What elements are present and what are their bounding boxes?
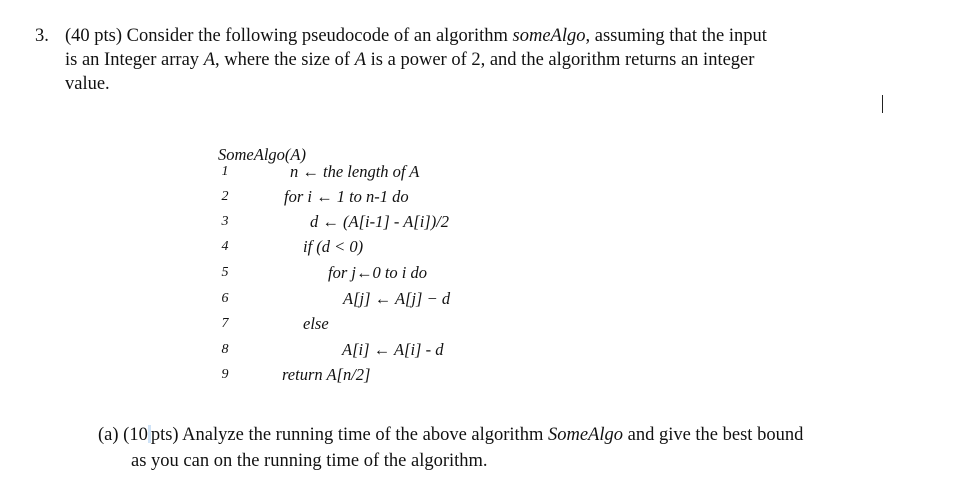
array-var-1: A <box>203 50 215 70</box>
pseudocode-header: SomeAlgo(A) <box>218 145 306 164</box>
line-number: 7 <box>221 316 229 331</box>
algo-name: someAlgo <box>512 26 586 46</box>
code-line: for j←0 to i do <box>328 263 428 282</box>
line-number: 6 <box>221 291 229 306</box>
part-a-label-post: pts) Analyze the running time of the above algorithm <box>150 425 548 445</box>
part-a-line-2: as you can on the running time of the algorithm. <box>131 451 488 471</box>
question-number: 3. <box>35 26 49 46</box>
code-line: for i ← 1 to n-1 do <box>284 187 409 206</box>
line-number: 4 <box>221 239 229 254</box>
line-number: 2 <box>221 189 229 204</box>
question-line-1-prefix: (40 pts) Consider the following pseudocode of an algorithm <box>65 26 513 46</box>
code-line: A[j] ← A[j] − d <box>343 289 451 308</box>
code-line: if (d < 0) <box>303 237 364 256</box>
question-line-2-b: , where the size of <box>215 50 355 70</box>
line-number: 1 <box>221 164 229 179</box>
question-line-3: value. <box>65 74 110 94</box>
code-line: d ← (A[i-1] - A[i])/2 <box>310 212 450 231</box>
code-line: n ← the length of A <box>290 162 420 181</box>
array-var-2: A <box>354 50 367 70</box>
line-number: 5 <box>221 265 229 280</box>
question-line-2-c: is a power of 2, and the algorithm returns an integer <box>366 50 755 70</box>
part-a-label-pre: (a) (10 <box>98 425 148 445</box>
part-a-algo: SomeAlgo <box>547 425 623 445</box>
question-line-1-suffix: , assuming that the input <box>585 26 767 46</box>
question-line-2 <box>65 50 754 71</box>
code-line: else <box>303 314 329 333</box>
question-line-1 <box>65 26 767 47</box>
text-cursor <box>882 95 883 113</box>
line-number: 9 <box>221 367 229 382</box>
line-number: 8 <box>221 342 229 357</box>
code-line: A[i] ← A[i] - d <box>342 340 444 359</box>
question-line-2-a: is an Integer array <box>65 50 204 70</box>
code-line: return A[n/2] <box>282 365 371 384</box>
line-number: 3 <box>221 214 229 229</box>
part-a-line-1-end: and give the best bound <box>622 425 804 445</box>
part-a-line-1 <box>98 425 803 446</box>
